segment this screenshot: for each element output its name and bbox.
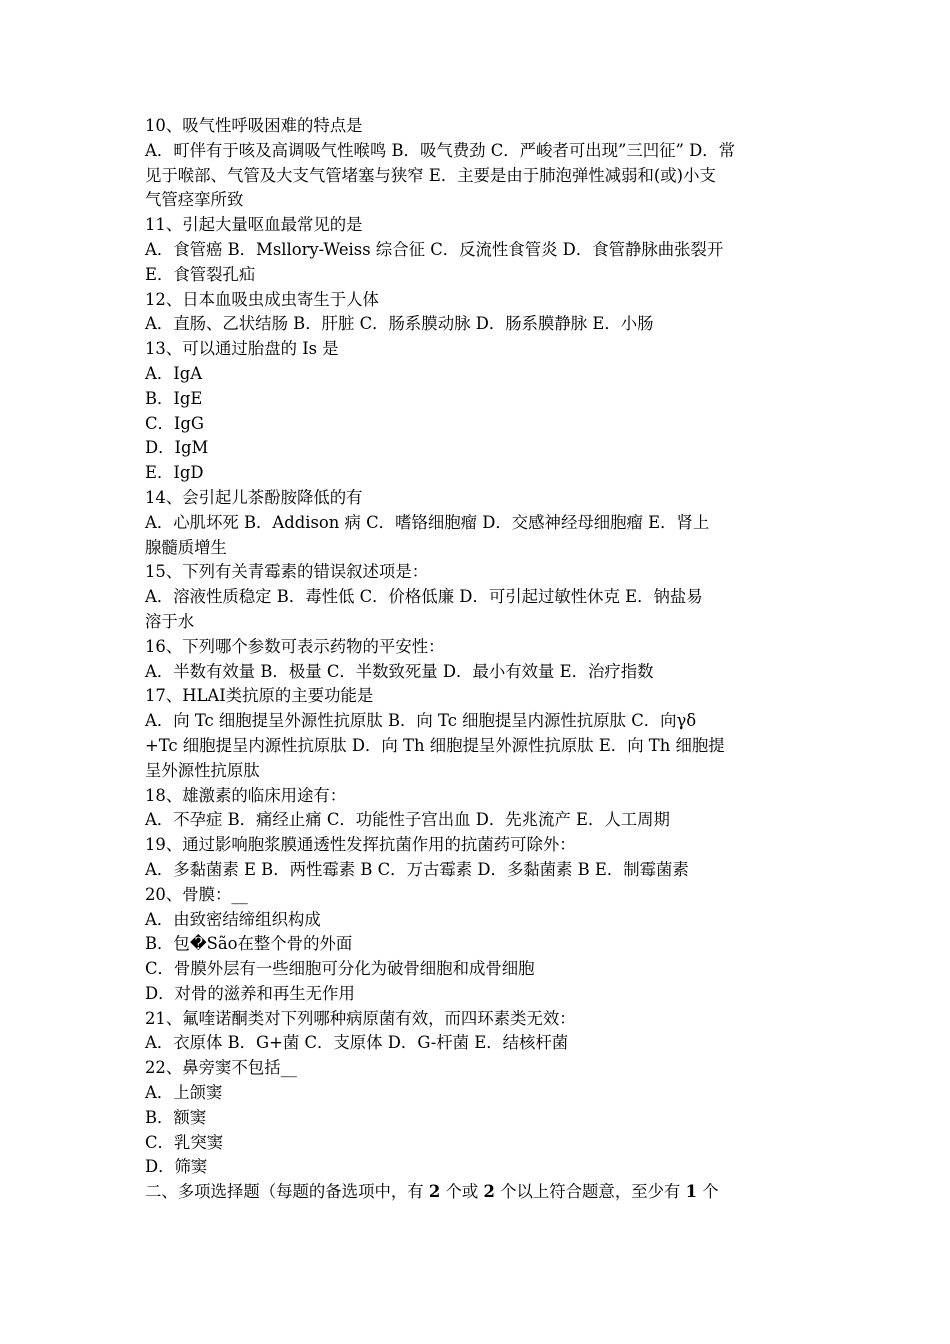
question-title: 22、鼻旁窦不包括__ <box>145 1058 297 1078</box>
question-option-line: 见于喉部、气管及大支气管堵塞与狭窄 E．主要是由于肺泡弹性减弱和(或)小支 <box>145 165 716 185</box>
section-heading <box>145 1180 810 1205</box>
question-option-line: A．多黏菌素 E B．两性霉素 B C．万古霉素 D．多黏菌素 B E．制霉菌素 <box>145 859 689 879</box>
question-option-line: 腺髓质增生 <box>145 537 227 557</box>
question-option-line: 呈外源性抗原肽 <box>145 760 260 780</box>
question-option-line: +Tc 细胞提呈内源性抗原肽 D．向 Th 细胞提呈外源性抗原肽 E．向 Th 细胞提 <box>145 735 725 755</box>
question-option-line: A．半数有效量 B．极量 C．半数致死量 D．最小有效量 E．治疗指数 <box>145 661 654 681</box>
question-option-line: C．乳突窦 <box>145 1132 224 1152</box>
section-heading-number: 1 <box>685 1182 697 1202</box>
question-option-line: 气管痉挛所致 <box>145 190 244 210</box>
section-heading-text: 二、多项选择题（每题的备选项中，有 <box>145 1182 429 1202</box>
question-option-line: D．IgM <box>145 438 209 458</box>
question-title: 11、引起大量呕血最常见的是 <box>145 215 363 235</box>
question-option-line: A．衣原体 B．G+菌 C．支原体 D．G-杆菌 E．结核杆菌 <box>145 1033 569 1053</box>
question-option-line: A．由致密结缔组织构成 <box>145 909 321 929</box>
question-option-line: A．溶液性质稳定 B．毒性低 C．价格低廉 D．可引起过敏性休克 E．钠盐易 <box>145 587 703 607</box>
question-option-line: A．向 Tc 细胞提呈外源性抗原肽 B．向 Tc 细胞提呈内源性抗原肽 C．向γδ <box>145 711 697 731</box>
question-title: 13、可以通过胎盘的 Is 是 <box>145 339 339 359</box>
question-title: 20、骨膜：__ <box>145 884 248 904</box>
section-heading-number: 2 <box>483 1182 495 1202</box>
question-title: 15、下列有关青霉素的错误叙述项是： <box>145 562 429 582</box>
section-heading-number: 2 <box>428 1182 441 1202</box>
section-heading-text: 个或 <box>440 1182 484 1202</box>
question-option-line: A．心肌坏死 B．Addison 病 C．嗜铬细胞瘤 D．交感神经母细胞瘤 E．肾上 <box>145 512 710 532</box>
question-title: 10、吸气性呼吸困难的特点是 <box>145 116 363 135</box>
question-option-line: B．包�São在整个骨的外面 <box>145 934 353 954</box>
question-option-line: 溶于水 <box>145 611 195 631</box>
question-option-line: A．直肠、乙状结肠 B．肝脏 C．肠系膜动脉 D．肠系膜静脉 E．小肠 <box>145 314 654 334</box>
question-option-line: A．不孕症 B．痛经止痛 C．功能性子宫出血 D．先兆流产 E．人工周期 <box>145 810 670 830</box>
question-title: 21、氟喹诺酮类对下列哪种病原菌有效，而四环素类无效： <box>145 1008 576 1028</box>
section-heading-text: 个 <box>697 1182 719 1202</box>
section-heading-text: 个以上符合题意，至少有 <box>494 1182 686 1202</box>
question-option-line: C．骨膜外层有一些细胞可分化为破骨细胞和成骨细胞 <box>145 959 535 979</box>
question-option-line: B．IgE <box>145 388 203 408</box>
question-option-line: A．食管癌 B．Msllory-Weiss 综合征 C．反流性食管炎 D．食管静脉曲张裂开 <box>145 239 724 259</box>
question-option-line: A．上颌窦 <box>145 1083 223 1103</box>
question-option-line: A．IgA <box>145 363 203 383</box>
question-title: 16、下列哪个参数可表示药物的平安性： <box>145 636 445 656</box>
question-title: 18、雄激素的临床用途有： <box>145 785 347 805</box>
question-title: 14、会引起儿茶酚胺降低的有 <box>145 487 363 507</box>
question-option-line: D．对骨的滋养和再生无作用 <box>145 983 355 1003</box>
document-page <box>145 114 810 1205</box>
question-option-line: C．IgG <box>145 413 204 433</box>
question-option-line: A．町伴有于咳及高调吸气性喉鸣 B．吸气费劲 C．严峻者可出现”三凹征” D．常 <box>145 140 736 160</box>
question-option-line: D．筛窦 <box>145 1157 208 1177</box>
question-title: 19、通过影响胞浆膜通透性发挥抗菌作用的抗菌药可除外： <box>145 835 576 855</box>
question-option-line: E．IgD <box>145 463 204 483</box>
question-title: 12、日本血吸虫成虫寄生于人体 <box>145 289 379 309</box>
question-option-line: B．额窦 <box>145 1107 207 1127</box>
question-option-line: E．食管裂孔疝 <box>145 264 256 284</box>
question-title: 17、HLAⅠ类抗原的主要功能是 <box>145 686 374 706</box>
